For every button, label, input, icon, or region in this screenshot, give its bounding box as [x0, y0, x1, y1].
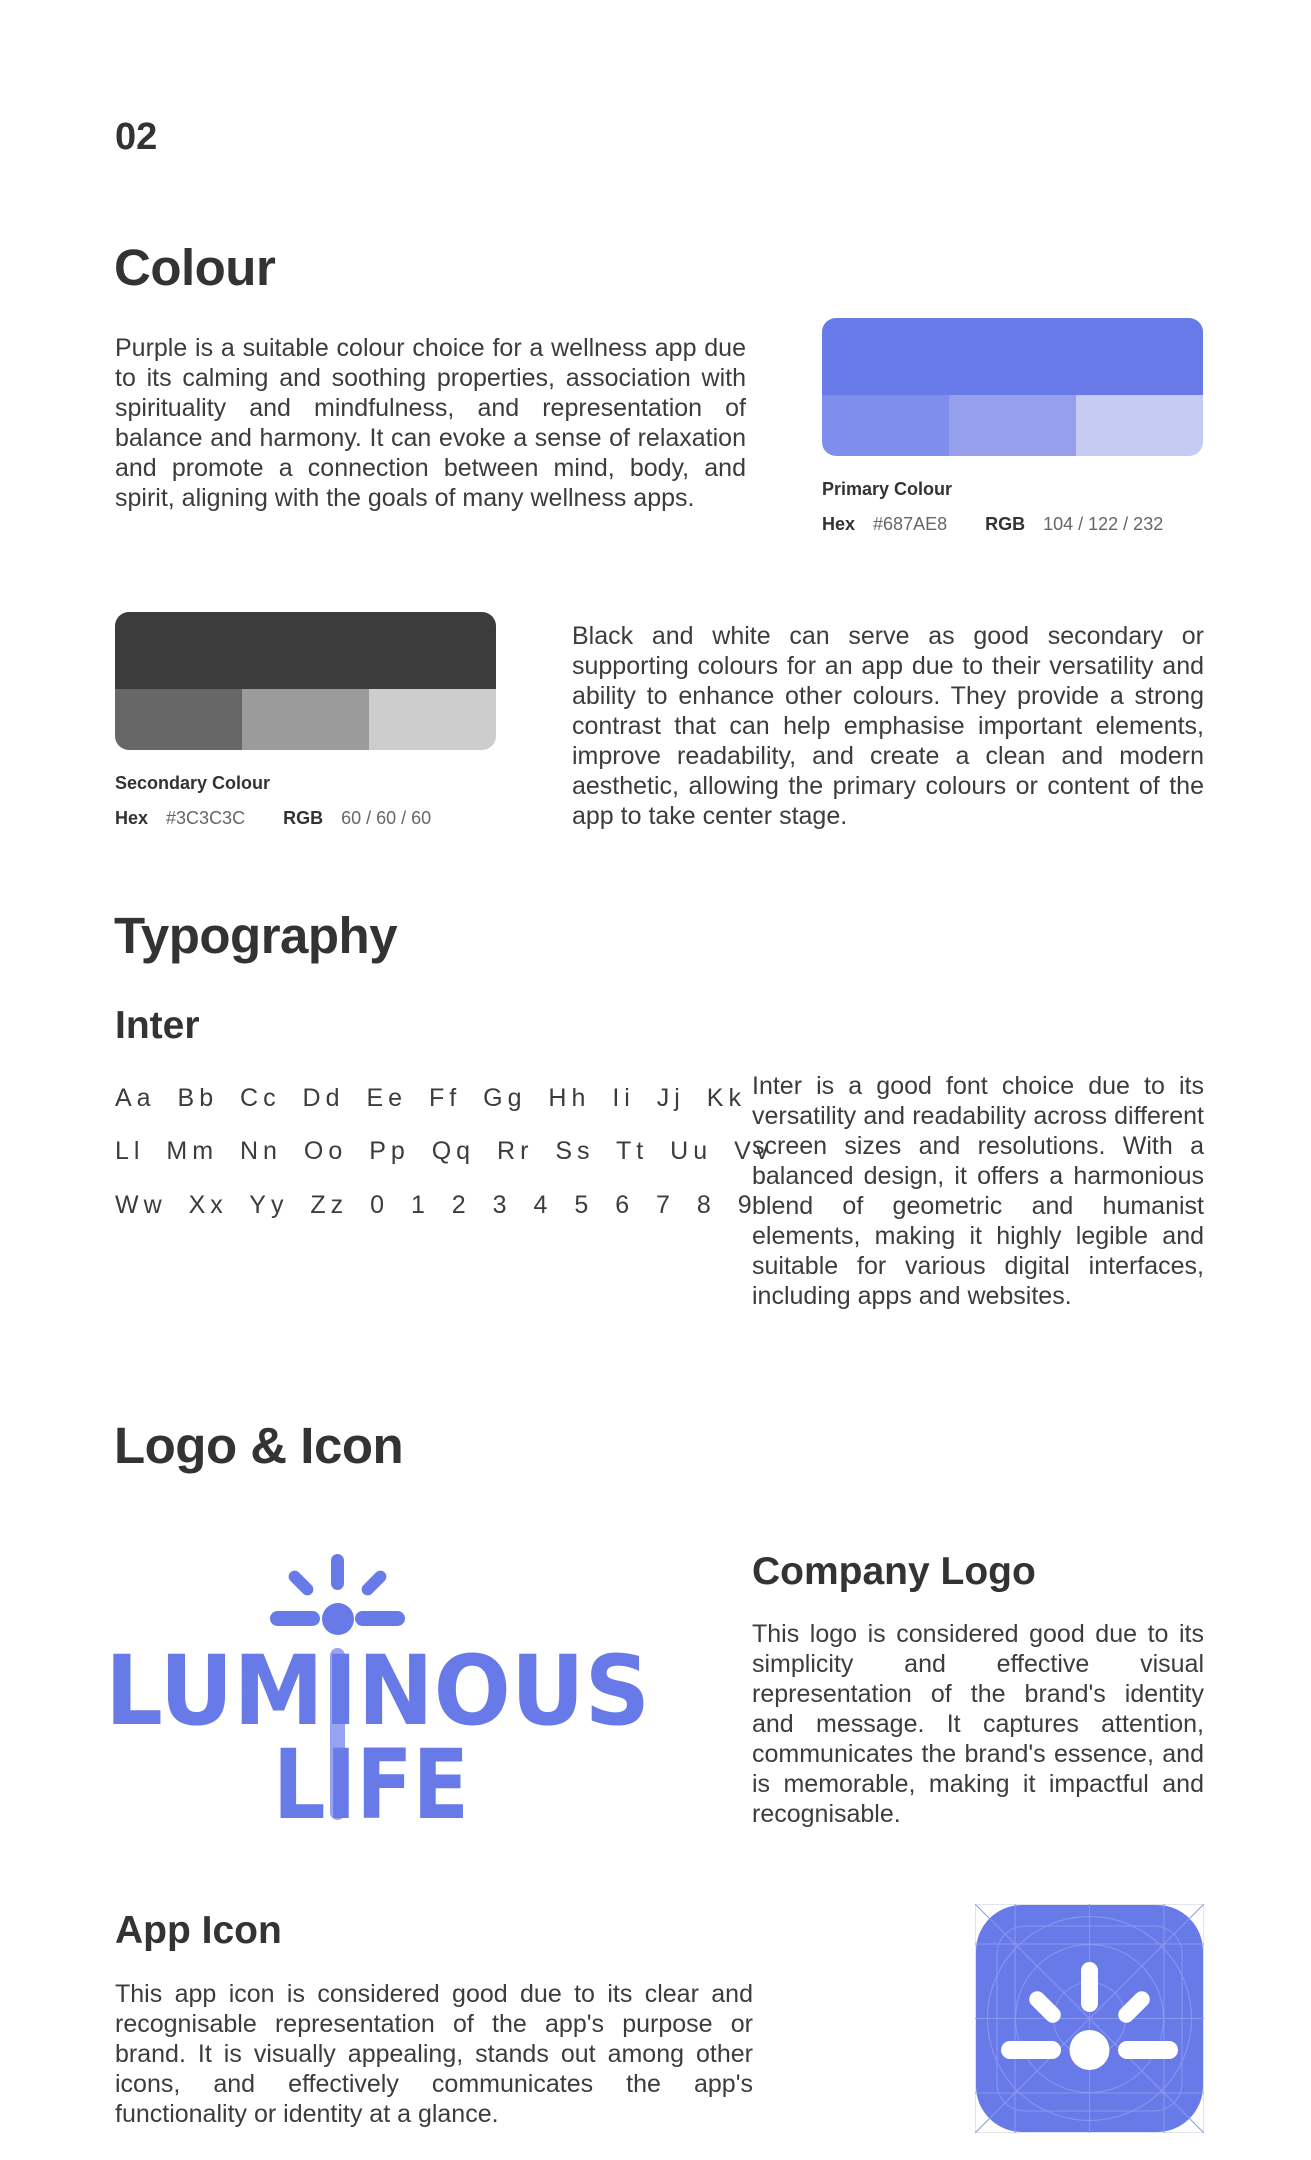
primary-swatch-main — [822, 318, 1203, 395]
logo-spark-icon — [270, 1554, 405, 1635]
secondary-colour-palette — [115, 612, 496, 750]
primary-rgb-label: RGB — [985, 514, 1026, 534]
company-logo-title: Company Logo — [752, 1550, 1036, 1593]
app-icon — [975, 1904, 1204, 2133]
secondary-swatch-tint-1 — [115, 689, 242, 750]
app-icon-title: App Icon — [115, 1909, 282, 1952]
secondary-hex-label: Hex — [115, 808, 149, 828]
secondary-swatch-tint-2 — [242, 689, 369, 750]
alphabet-line-3: Ww Xx Yy Zz 0 1 2 3 4 5 6 7 8 9 — [115, 1191, 757, 1219]
font-name: Inter — [115, 1004, 200, 1047]
primary-swatch-tint-3 — [1076, 395, 1203, 456]
primary-rgb-value: 104 / 122 / 232 — [1043, 514, 1164, 534]
secondary-rgb-value: 60 / 60 / 60 — [341, 808, 432, 828]
colour-heading: Colour — [114, 239, 276, 296]
secondary-rgb-label: RGB — [283, 808, 324, 828]
primary-swatch-tint-2 — [949, 395, 1076, 456]
page-number: 02 — [115, 116, 158, 158]
company-logo-description: This logo is considered good due to its simplicity and effective visual representation of the brand's identity and message. It captures attention, communicates the brand's essence, and is memorable, making it impactful and recognisable. — [752, 1620, 1204, 1828]
primary-colour-description: Purple is a suitable colour choice for a wellness app due to its calming and soothing properties, association with spirituality and mindfulness, and representation of balance and harmony. It can evoke a sense of relaxation and promote a connection between mind, body, and spirit, aligning with the goals of many wellness apps. — [115, 334, 746, 512]
company-logo — [105, 1548, 665, 1828]
secondary-swatch-main — [115, 612, 496, 689]
app-icon-description: This app icon is considered good due to its clear and recognisable representation of the app's purpose or brand. It is visually appealing, stands out among other icons, and effectively communicates the app's functionality or identity at a glance. — [115, 1980, 753, 2128]
typography-heading: Typography — [114, 907, 398, 964]
logo-word-luminous: LUMINOUS — [105, 1635, 650, 1747]
app-icon-keylines — [975, 1904, 1204, 2133]
primary-hex-value: #687AE8 — [873, 514, 948, 534]
secondary-swatch-tint-3 — [369, 689, 496, 750]
secondary-hex-value: #3C3C3C — [166, 808, 246, 828]
primary-swatch-tint-1 — [822, 395, 949, 456]
secondary-colour-values — [115, 808, 431, 829]
logo-icon-heading: Logo & Icon — [114, 1417, 404, 1474]
alphabet-line-2: Ll Mm Nn Oo Pp Qq Rr Ss Tt Uu Vv — [115, 1137, 774, 1165]
primary-colour-title: Primary Colour — [822, 479, 953, 499]
secondary-colour-title: Secondary Colour — [115, 773, 271, 793]
primary-colour-palette — [822, 318, 1203, 456]
logo-word-life: LIFE — [273, 1729, 469, 1828]
primary-hex-label: Hex — [822, 514, 856, 534]
primary-colour-values — [822, 514, 1163, 535]
typography-description: Inter is a good font choice due to its versatility and readability across different screen sizes and resolutions. With a balanced design, it offers a harmonious blend of geometric and humanist elements, making it highly legible and suitable for various digital interfaces, including apps and websites. — [752, 1072, 1204, 1310]
alphabet-line-1: Aa Bb Cc Dd Ee Ff Gg Hh Ii Jj Kk — [115, 1084, 746, 1112]
secondary-colour-description: Black and white can serve as good secondary or supporting colours for an app due to their versatility and ability to enhance other colours. They provide a strong contrast that can help emphasise important elements, improve readability, and create a clean and modern aesthetic, allowing the primary colours or content of the app to take center stage. — [572, 622, 1204, 830]
